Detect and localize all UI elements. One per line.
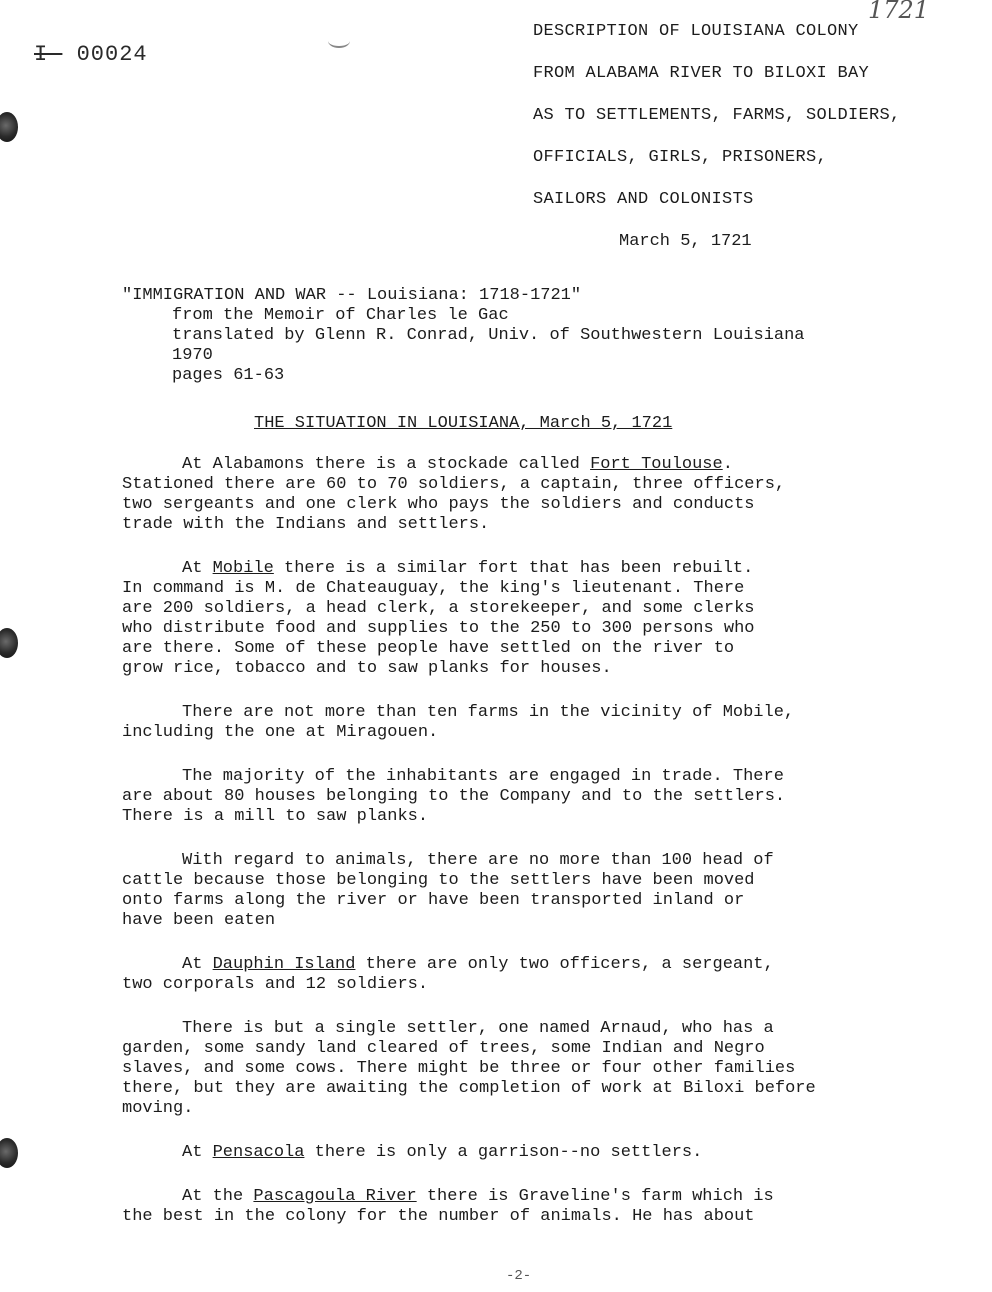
punch-hole [0,1138,18,1168]
text-span: At Alabamons there is a stockade called [182,455,591,474]
page-number: -2- [506,1268,532,1284]
pen-mark [328,34,350,48]
source-pages: pages 61-63 [172,366,285,385]
text-span: there is only a garrison--no settlers. [304,1143,703,1162]
text-line: are about 80 houses belonging to the Company and to the settlers. [122,787,786,806]
place-name: Pensacola [212,1143,305,1162]
text-line: have been eaten [122,911,276,930]
header-line: DESCRIPTION OF LOUISIANA COLONY [533,22,859,41]
text-span: there is Graveline's farm which is [416,1187,774,1206]
paragraph [122,1187,922,1227]
text-span: there is a similar fort that has been rebuilt. [273,559,754,578]
document-id [34,42,148,67]
text-line: There is but a single settler, one named Arnaud, who has a [182,1019,774,1038]
paragraph [122,1143,922,1163]
text-line [122,1143,922,1163]
text-span: At [182,1143,213,1162]
text-span: there are only two officers, a sergeant, [355,955,774,974]
text-line: the best in the colony for the number of animals. He has about [122,1207,755,1226]
document-header [533,22,983,252]
text-line: There are not more than ten farms in the vicinity of Mobile, [182,703,795,722]
text-line: are there. Some of these people have settled on the river to [122,639,735,658]
paragraph [122,767,922,827]
handwritten-year: 1721 [868,0,930,24]
paragraph [122,455,922,535]
place-name: Dauphin Island [212,955,356,974]
source-year: 1970 [172,346,213,365]
text-line: are 200 soldiers, a head clerk, a storekeeper, and some clerks [122,599,755,618]
text-line: there, but they are awaiting the completion of work at Biloxi before [122,1079,816,1098]
place-name: Mobile [212,559,274,578]
text-line: moving. [122,1099,194,1118]
text-line: There is a mill to saw planks. [122,807,429,826]
paragraph [122,559,922,679]
text-line: With regard to animals, there are no more than 100 head of [182,851,774,870]
source-title: "IMMIGRATION AND WAR -- Louisiana: 1718-1721" [122,286,582,305]
paragraph [122,703,922,743]
header-line: SAILORS AND COLONISTS [533,190,754,209]
text-span: . [722,455,733,474]
place-name: Pascagoula River [253,1187,417,1206]
text-line [122,455,922,475]
text-line: slaves, and some cows. There might be three or four other families [122,1059,796,1078]
text-line: trade with the Indians and settlers. [122,515,490,534]
source-citation [122,286,805,386]
text-line [122,559,922,579]
text-span: At the [182,1187,254,1206]
paragraph [122,955,922,995]
header-line: OFFICIALS, GIRLS, PRISONERS, [533,148,828,167]
text-span: At [182,559,213,578]
source-translator: translated by Glenn R. Conrad, Univ. of Southwestern Louisiana [172,326,805,345]
source-memoir: from the Memoir of Charles le Gac [172,306,509,325]
header-line: AS TO SETTLEMENTS, FARMS, SOLDIERS, [533,106,901,125]
text-line [122,955,922,975]
text-span: At [182,955,213,974]
section-title: THE SITUATION IN LOUISIANA, March 5, 1721 [254,414,673,433]
text-line: two corporals and 12 soldiers. [122,975,429,994]
document-body [122,455,922,1251]
paragraph [122,1019,922,1119]
text-line [122,1187,922,1207]
text-line: two sergeants and one clerk who pays the soldiers and conducts [122,495,755,514]
text-line: cattle because those belonging to the settlers have been moved [122,871,755,890]
header-date: March 5, 1721 [619,232,752,251]
document-id-prefix: I- [34,42,63,67]
text-line: including the one at Miragouen. [122,723,439,742]
place-name: Fort Toulouse [590,455,723,474]
text-line: The majority of the inhabitants are engaged in trade. There [182,767,784,786]
text-line: garden, some sandy land cleared of trees, some Indian and Negro [122,1039,765,1058]
punch-hole [0,628,18,658]
text-line: who distribute food and supplies to the 250 to 300 persons who [122,619,755,638]
paragraph [122,851,922,931]
text-line: In command is M. de Chateauguay, the king's lieutenant. There [122,579,745,598]
document-id-number: 00024 [76,42,148,67]
text-line: Stationed there are 60 to 70 soldiers, a captain, three officers, [122,475,786,494]
header-line: FROM ALABAMA RIVER TO BILOXI BAY [533,64,870,83]
punch-hole [0,112,18,142]
text-line: grow rice, tobacco and to saw planks for houses. [122,659,612,678]
text-line: onto farms along the river or have been transported inland or [122,891,745,910]
